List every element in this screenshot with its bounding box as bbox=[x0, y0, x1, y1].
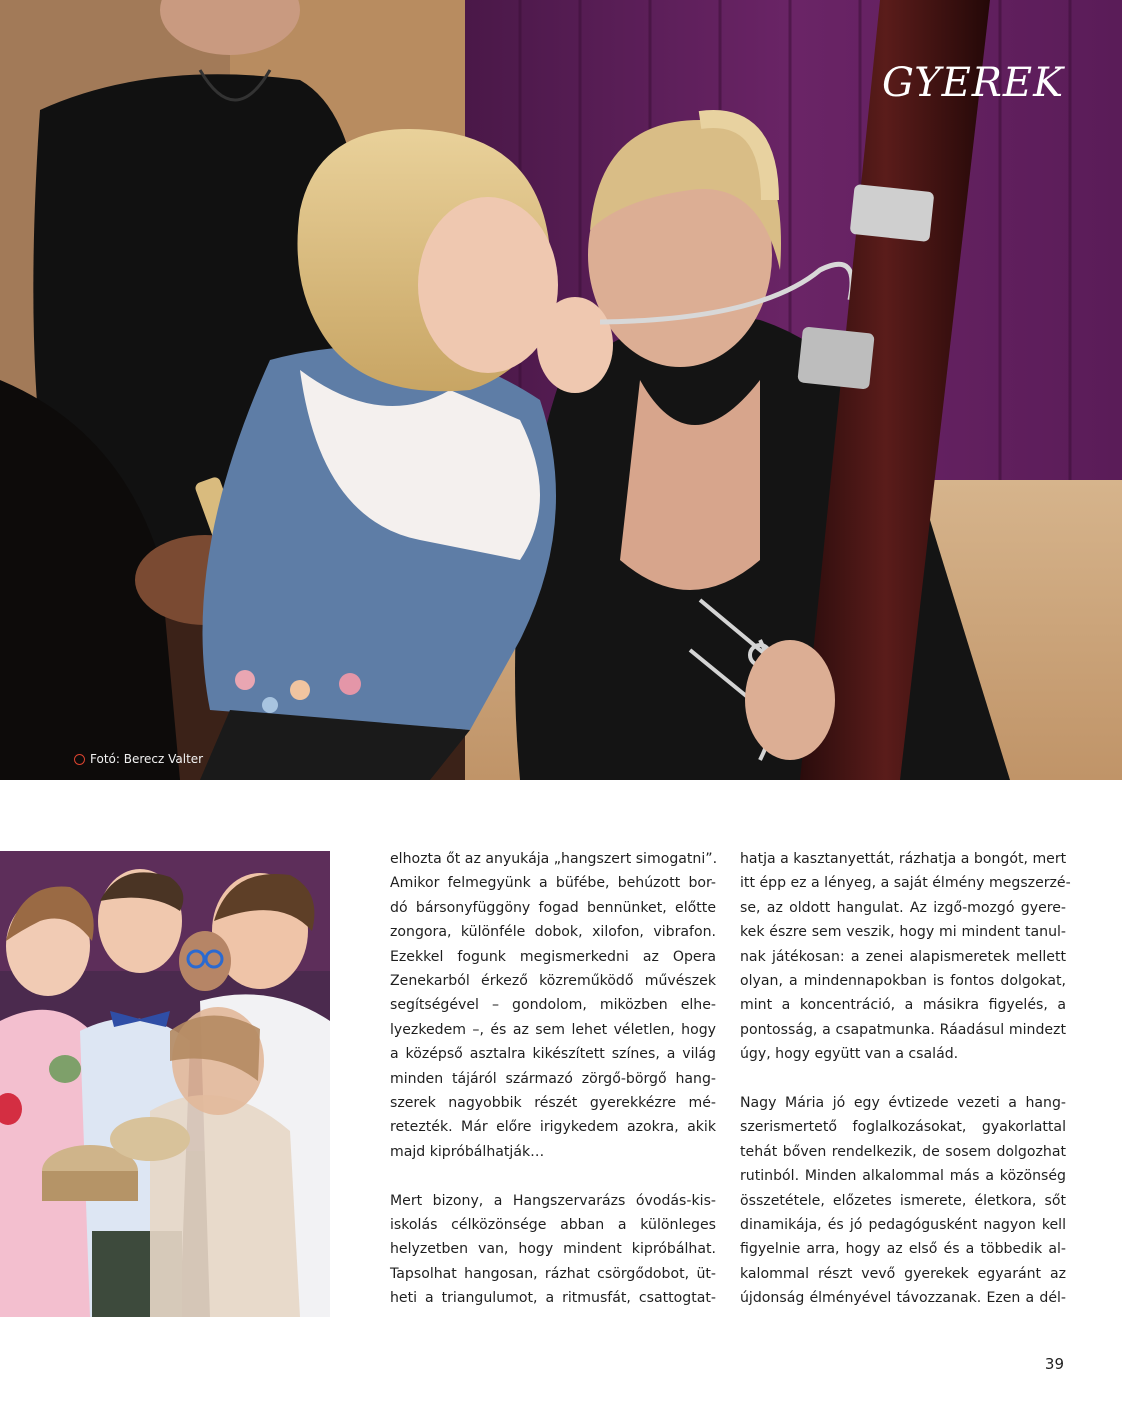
text-line: iskolás célközönsége abban a különleges bbox=[390, 1217, 716, 1234]
text-line: kek észre sem veszik, hogy mi mindent tanul- bbox=[740, 924, 1066, 941]
text-line: Zenekarból érkező közreműködő művészek bbox=[390, 973, 716, 990]
side-photo-illustration bbox=[0, 851, 330, 1317]
text-line: Nagy Mária jó egy évtizede vezeti a hang- bbox=[740, 1095, 1066, 1112]
text-line: Amikor felmegyünk a büfébe, behúzott bor- bbox=[390, 875, 716, 892]
text-line: szerek nagyobbik részét gyerekkézre mé- bbox=[390, 1095, 716, 1112]
text-line: a középső asztalra kikészített színes, a világ bbox=[390, 1046, 716, 1063]
text-line: hatja a kasztanyettát, rázhatja a bongót, mert bbox=[740, 851, 1067, 867]
paragraph-gap bbox=[390, 1164, 716, 1188]
text-line: lyezkedem –, és az sem lehet véletlen, hogy bbox=[390, 1021, 716, 1038]
text-line: nak játékosan: a zenei alapismeretek mellett bbox=[740, 948, 1066, 965]
text-column-2 bbox=[740, 847, 1071, 1311]
text-line: Tapsolhat hangosan, rázhat csörgődobot, üt- bbox=[390, 1265, 716, 1282]
text-line: összetétele, előzetes ismerete, életkora, sőt bbox=[740, 1192, 1066, 1209]
text-line: se, az oldott hangulat. Az izgő-mozgó gyere- bbox=[740, 899, 1066, 916]
page-number: 39 bbox=[1044, 1355, 1064, 1373]
text-line: zongora, különféle dobok, xilofon, vibrafon. bbox=[390, 924, 716, 941]
text-line: olyan, a mindennapokban is fontos dolgokat, bbox=[740, 973, 1066, 990]
text-line: majd kipróbálhatják… bbox=[390, 1143, 545, 1160]
text-line: Ezekkel fogunk megismerkedni az Opera bbox=[390, 948, 716, 965]
text-line: kalommal részt vevő gyerekek egyaránt az bbox=[740, 1265, 1066, 1282]
text-line: helyzetben van, hogy mindent kipróbálhat. bbox=[390, 1241, 716, 1258]
text-column-1 bbox=[390, 847, 716, 1311]
text-line: dó bársonyfüggöny fogad bennünket, előtte bbox=[390, 899, 716, 916]
photo-credit-text: Fotó: Berecz Valter bbox=[90, 752, 204, 766]
text-line: retezték. Már előre irigykedem azokra, akik bbox=[390, 1119, 716, 1136]
credit-ring-icon bbox=[74, 754, 85, 765]
text-line: szerismertető foglalkozásokat, gyakorlattal bbox=[740, 1119, 1066, 1136]
side-photo bbox=[0, 851, 330, 1317]
text-line: elhozta őt az anyukája „hangszert simogatni”. bbox=[390, 851, 718, 867]
text-line: dinamikája, és jó pedagógusként nagyon kell bbox=[740, 1217, 1066, 1234]
text-line: itt épp ez a lényeg, a saját élmény megszerzé- bbox=[740, 875, 1071, 892]
text-line: heti a triangulumot, a ritmusfát, csattogtat- bbox=[390, 1290, 716, 1307]
paragraph-2 bbox=[390, 1189, 716, 1311]
text-line: úgy, hogy együtt van a család. bbox=[740, 1046, 959, 1063]
text-line: minden tájáról származó zörgő-börgő hang- bbox=[390, 1070, 716, 1087]
section-tag: GYEREK bbox=[881, 60, 1064, 106]
paragraph-gap bbox=[740, 1067, 1066, 1091]
text-line: figyelnie arra, hogy az első és a többedik al- bbox=[740, 1241, 1066, 1258]
text-line: segítségével – gondolom, miközben elhe- bbox=[390, 997, 716, 1014]
photo-credit bbox=[74, 752, 203, 766]
text-line: mint a koncentráció, a másikra figyelés, a bbox=[740, 997, 1066, 1014]
text-line: újdonság élményével távozzanak. Ezen a dél- bbox=[740, 1290, 1066, 1307]
text-line: Mert bizony, a Hangszervarázs óvodás-kis- bbox=[390, 1192, 716, 1209]
text-line: rutinból. Minden alkalommal más a közönség bbox=[740, 1168, 1066, 1185]
text-line: tehát bőven rendelkezik, de sosem dolgozhat bbox=[740, 1143, 1066, 1160]
paragraph-4 bbox=[740, 1091, 1066, 1311]
paragraph-3 bbox=[740, 847, 1071, 1067]
text-line: pontosság, a csapatmunka. Ráadásul mindezt bbox=[740, 1021, 1066, 1038]
paragraph-1 bbox=[390, 847, 716, 1164]
